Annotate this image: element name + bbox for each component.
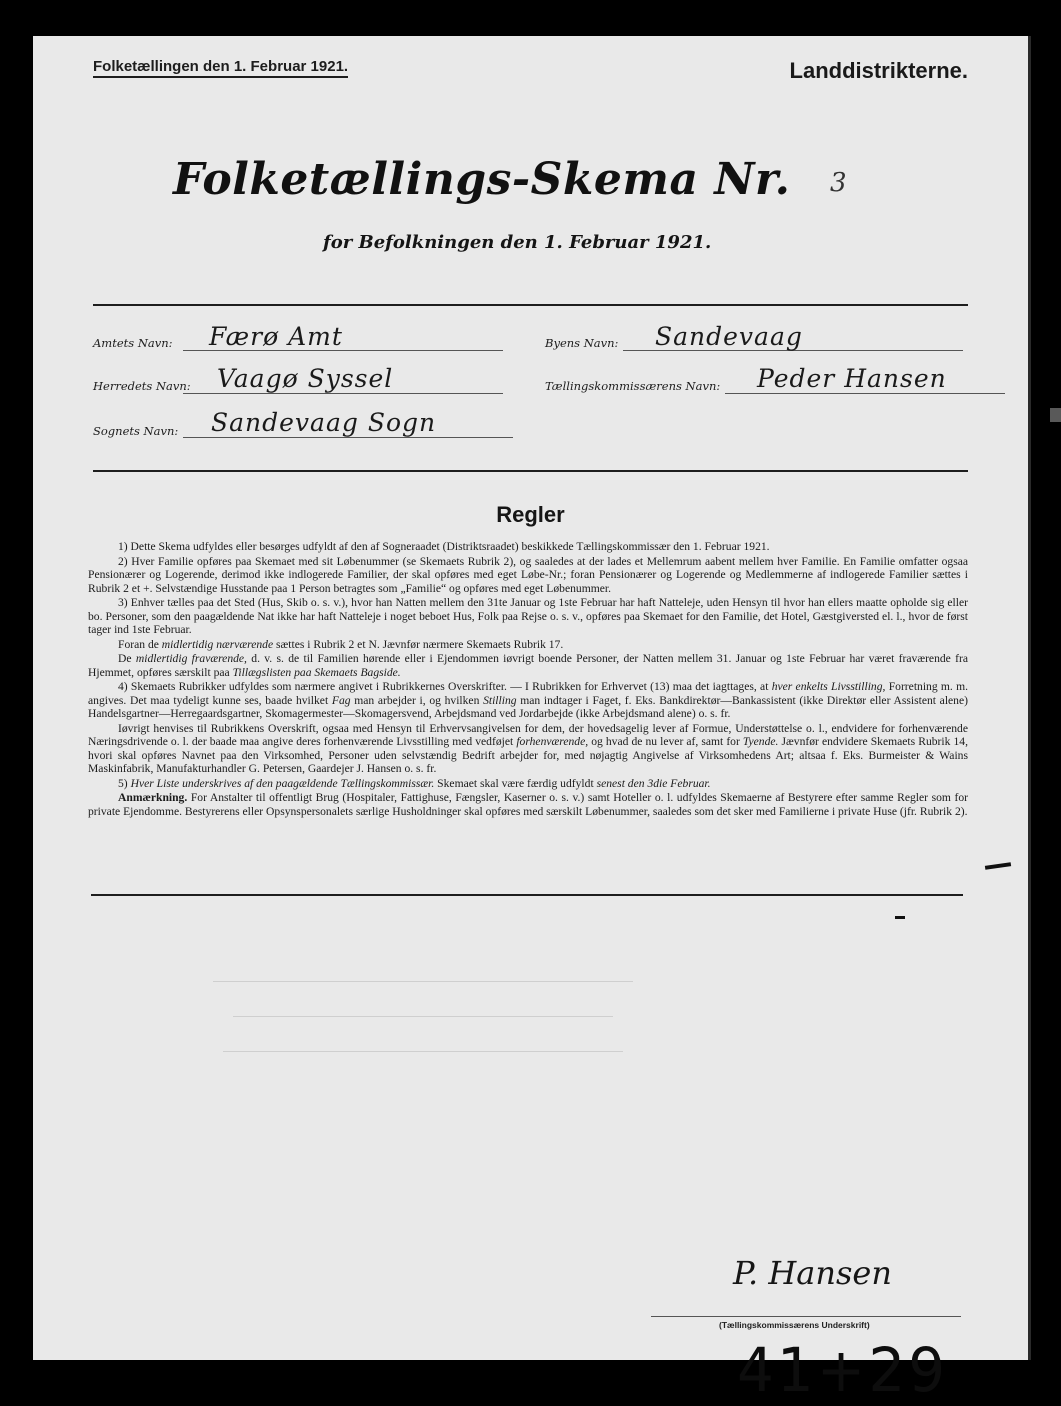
rule-6-note: Anmærkning. For Anstalter til offentligt Brug (Hospitaler, Fattighuse, Fængsler, Kaserner o. s. v.) samt Hoteller o. l. udfyldes Skemaerne af Bestyrere efter samme Regler som for private Ejendomme. Bestyrerens eller Opsynspersonalets særlige Husholdninger skal opføres med særskilt Løbenummer, saaledes som det sker med Familierne i private Huse (jfr. Rubrik 2).: [88, 791, 968, 818]
middle-divider: [93, 470, 968, 472]
rule-3c: De midlertidig fraværende, d. v. s. de til Familien hørende eller i Ejendommen iøvrigt boende Personer, der Natten mellem 31. Januar og 1ste Februar har været fraværende fra Hjemmet, opføres særskilt paa Tillægslisten paa Skemaets Bagside.: [88, 652, 968, 679]
rule-3b: Foran de midlertidig nærværende sættes i Rubrik 2 et N. Jævnfør nærmere Skemaets Rubrik 17.: [118, 637, 564, 651]
archive-number-handwritten: 41+29: [737, 1334, 949, 1406]
sogn-label: Sognets Navn:: [93, 424, 179, 438]
herred-label: Herredets Navn:: [93, 379, 191, 393]
form-subtitle: for Befolkningen den 1. Februar 1921.: [323, 232, 712, 253]
amt-label: Amtets Navn:: [93, 336, 173, 350]
form-title: Folketællings-Skema Nr.: [173, 154, 791, 205]
kommissaer-label: Tællingskommissærens Navn:: [545, 379, 721, 393]
sogn-line: [183, 437, 513, 438]
byens-label: Byens Navn:: [545, 336, 619, 350]
rule-4a: 4) Skemaets Rubrikker udfyldes som nærmere angivet i Rubrikkernes Overskrifter. — I Rubrikken for Erhvervet (13) maa det iagttages, at hver enkelts Livsstilling, Forretning m. m. angives. Det maa tydeligt kunne ses, baade hvilket Fag man arbejder i, og hvilken Stilling man indtager i Faget, f. Eks. Bankdirektør—Bankassistent (ikke Direktør eller Assistent alene) Handelsgartner—Herregaardsgartner, Skomagermester—Skomagersvend, Arbejdsmand ved Jordarbejde (ikke Arbejdsmand alene) o. s. fr.: [88, 680, 968, 720]
sogn-value-handwritten: Sandevaag Sogn: [211, 408, 437, 437]
kommissaer-value-handwritten: Peder Hansen: [757, 364, 947, 393]
bleed-through-line: [233, 1016, 613, 1017]
census-form-sheet: [33, 36, 1031, 1406]
signature-caption: (Tællingskommissærens Underskrift): [719, 1320, 870, 1330]
scan-edge-mark: [1050, 408, 1061, 422]
amt-value-handwritten: Færø Amt: [209, 322, 343, 351]
regler-text: [88, 540, 968, 819]
byens-value-handwritten: Sandevaag: [655, 322, 803, 351]
district-type-header: Landdistrikterne.: [789, 58, 968, 83]
bleed-through-line: [223, 1051, 623, 1052]
bottom-divider: [91, 894, 963, 896]
regler-heading: Regler: [496, 502, 565, 527]
rule-5: 5) Hver Liste underskrives af den paagældende Tællingskommissær. Skemaet skal være færdig udfyldt senest den 3die Februar.: [118, 776, 711, 790]
census-date-header: Folketællingen den 1. Februar 1921.: [93, 58, 348, 78]
rule-1: 1) Dette Skema udfyldes eller besørges udfyldt af den af Sogneraadet (Distriktsraadet) beskikkede Tællingskommissær den 1. Februar 1921.: [118, 540, 770, 553]
scan-smudge: [985, 862, 1011, 870]
rule-3a: 3) Enhver tælles paa det Sted (Hus, Skib o. s. v.), hvor han Natten mellem den 31te Januar og 1ste Februar har haft Natteleje, uden Hensyn til hvor han ellers maatte opholde sig eller bo. Personer, som den paagældende Nat ikke har haft Natteleje i noget beboet Hus, Folk paa Rejse o. s. v., opføres paa Skemaet for den Familie, det Hotel, Gæstgiversted el. l., hvor de først tager ind 1ste Februar.: [88, 596, 968, 636]
signature-handwritten: P. Hansen: [733, 1254, 892, 1292]
rule-4b: Iøvrigt henvises til Rubrikkens Overskrift, ogsaa med Hensyn til Erhvervsangivelsen for dem, der hovedsagelig lever af Formue, Understøttelse o. l., endvidere for forhenværende Næringsdrivende o. l. der baade maa angive deres forhenværende Livsstilling med vedføjet forhenværende, og hvad de nu lever af, samt for Tyende. Jævnfør endvidere Skemaets Rubrik 14, hvori skal opføres Navnet paa den Virksomhed, Personer uden selvstændig Bedrift arbejder for, med nøjagtig Angivelse af Virksomhedens Art; altsaa f. Eks. Burmeister & Wains Maskinfabrik, Manufakturhandler G. Petersen, Gaardejer J. Hansen o. s. fr.: [88, 721, 968, 775]
kommissaer-line: [725, 393, 1005, 394]
herred-value-handwritten: Vaagø Syssel: [217, 364, 394, 393]
top-divider: [93, 304, 968, 306]
herred-line: [183, 393, 503, 394]
signature-line: [651, 1316, 961, 1317]
bleed-through-line: [213, 981, 633, 982]
form-number-handwritten: 3: [830, 168, 847, 198]
rule-2: 2) Hver Familie opføres paa Skemaet med sit Løbenummer (se Skemaets Rubrik 2), og saaledes at der lades et Mellemrum aabent mellem hver Familie. En Familie omfatter ogsaa Pensionærer og Logerende, derimod ikke indlogerede Familier, der skal opføres med eget Løbe-Nr.; foran Pensionærer og Logerende og Medlemmerne af indlogerede Familier sættes i Rubrik 2 et +. Selvstændige Husstande paa 1 Person betragtes som „Familie“ og opføres med eget Løbenummer.: [88, 554, 968, 595]
scan-smudge: [895, 916, 905, 919]
